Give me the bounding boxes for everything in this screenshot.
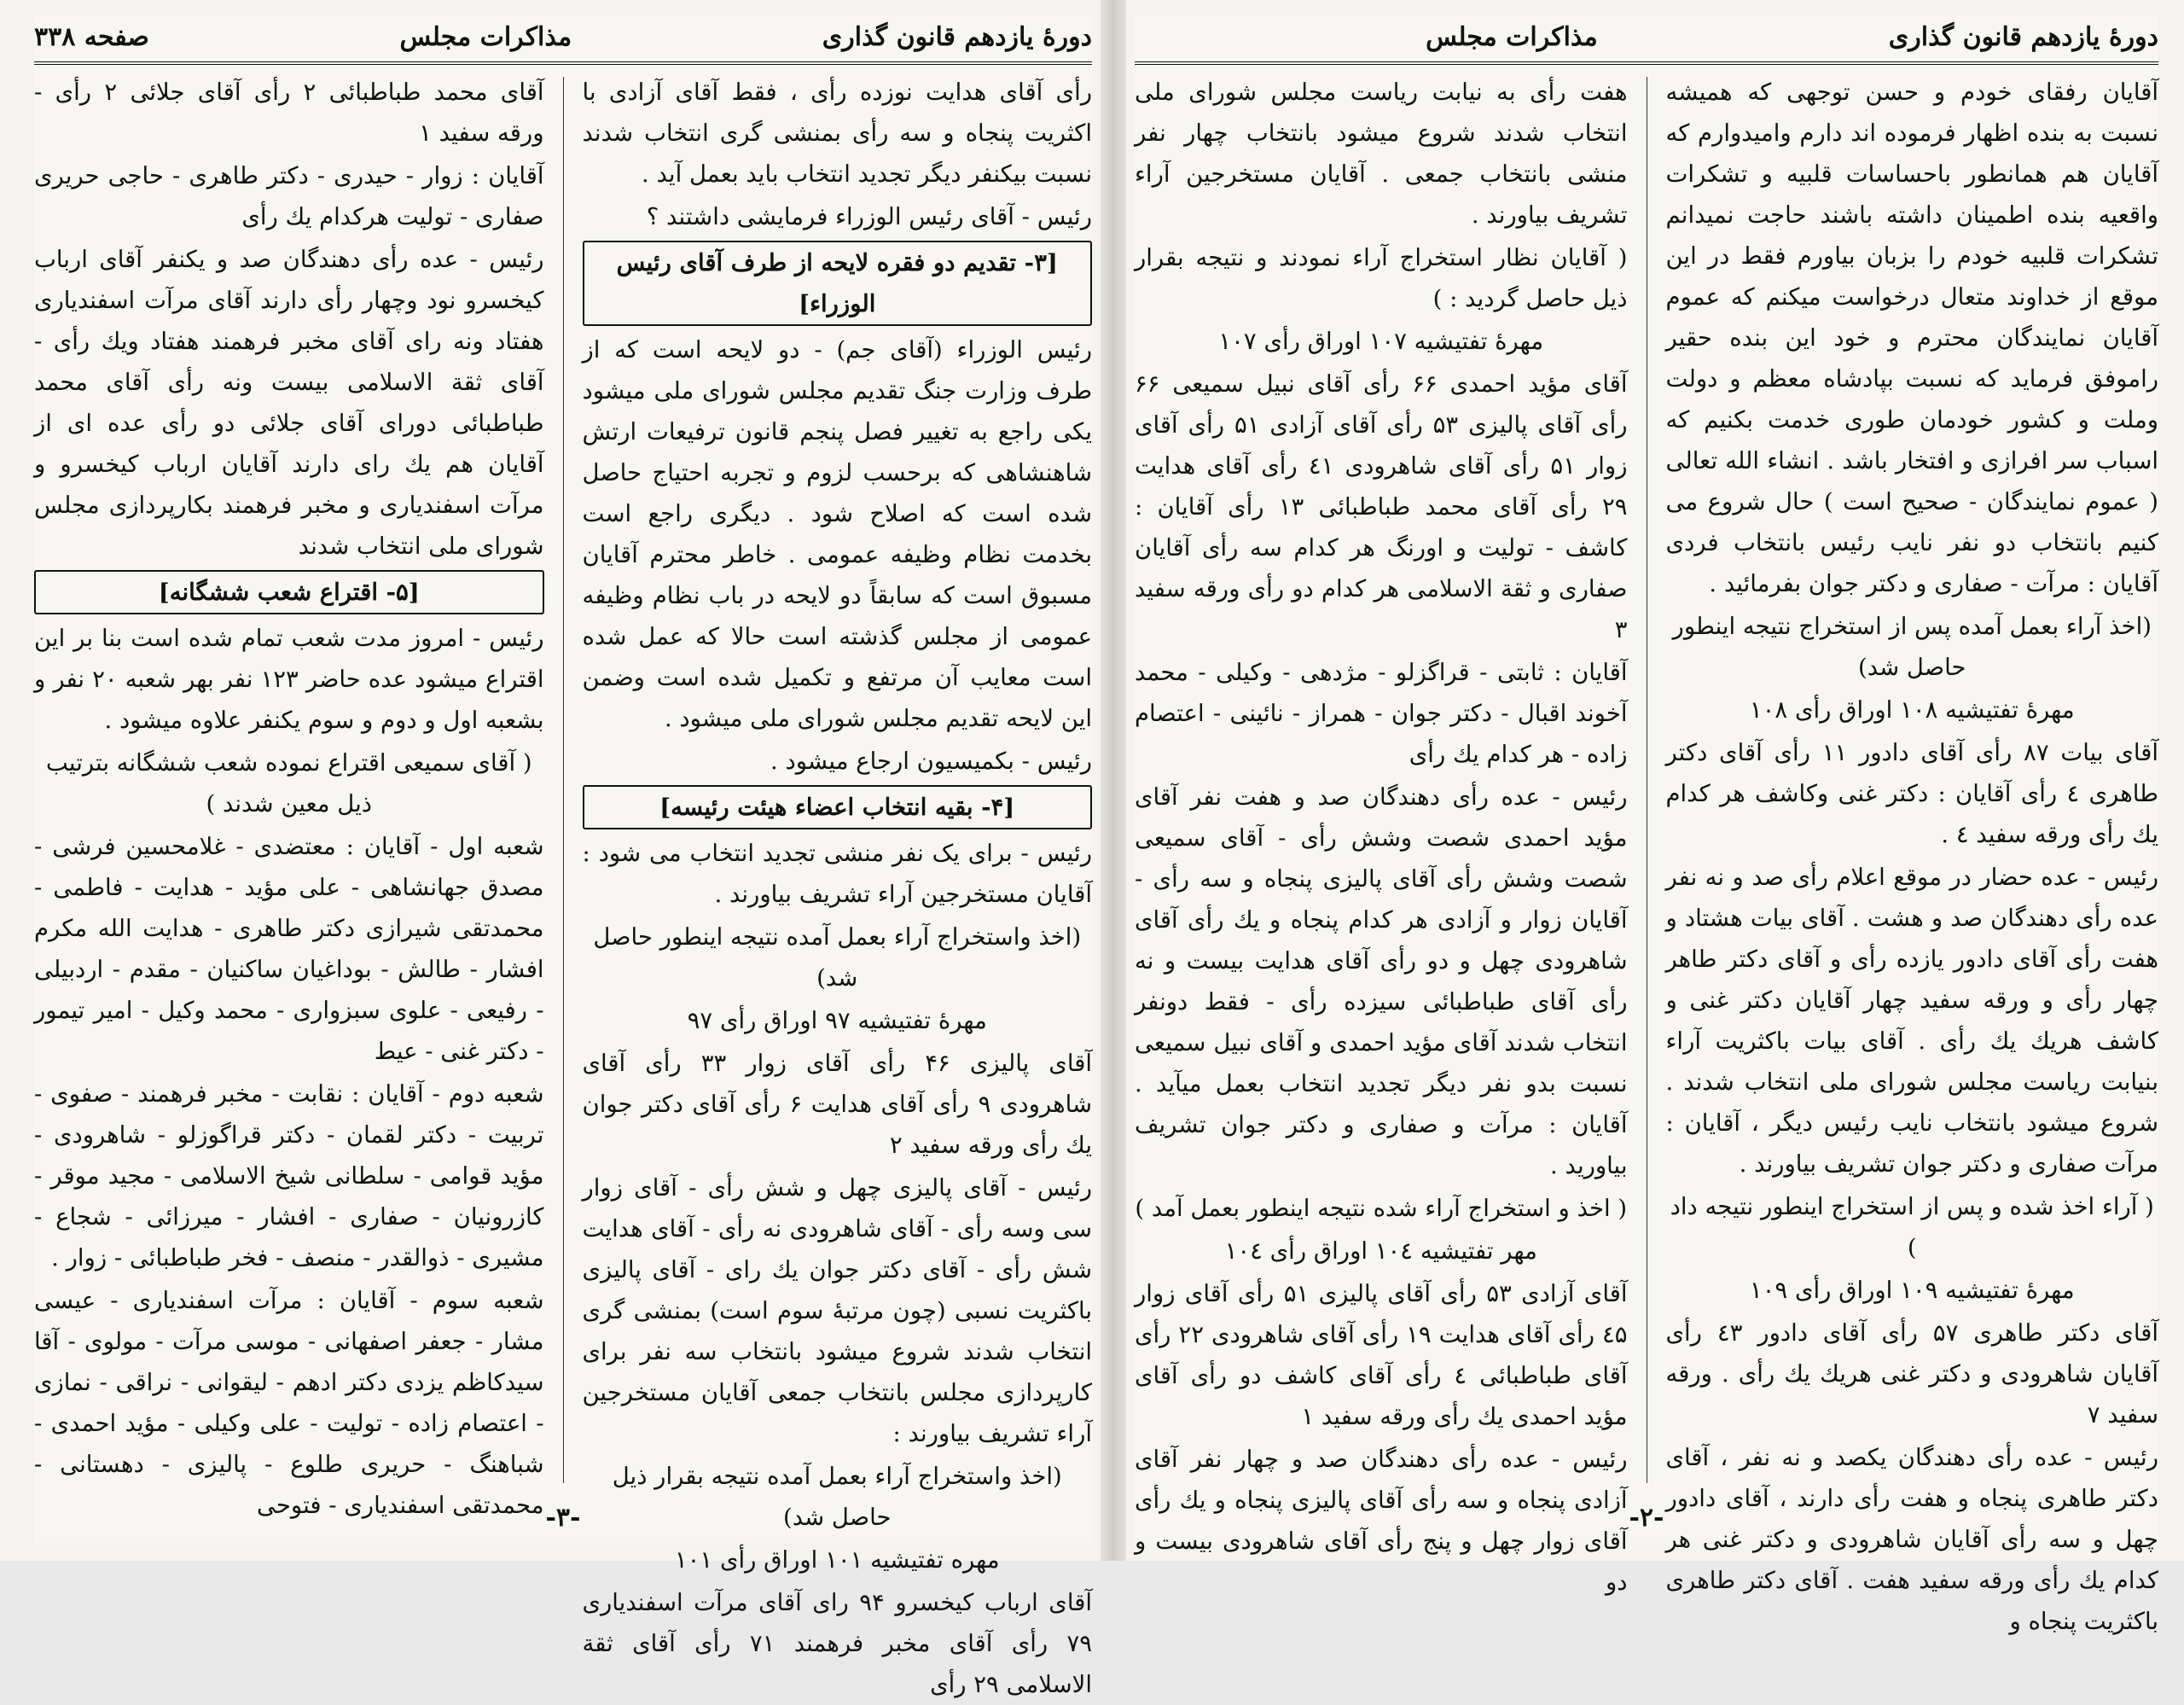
paragraph: آقایان : زوار - حیدری - دکتر طاهری - حاجی حریری صفاری - تولیت هرکدام یك رأی <box>34 162 544 230</box>
section-heading: [۴- بقیه انتخاب اعضاء هیئت رئیسه] <box>583 785 1093 829</box>
column-divider <box>563 77 564 1483</box>
left-page-columns <box>34 72 1093 1698</box>
paragraph: ( آقایان نظار استخراج آراء نمودند و نتیجه بقرار ذیل حاصل گردید : ) <box>1135 244 1628 312</box>
right-page <box>1135 15 2158 1635</box>
left-page-header-center: مذاکرات مجلس <box>399 21 572 52</box>
right-page-header-center: مذاکرات مجلس <box>1426 21 1598 52</box>
right-page-right-column <box>1665 72 2159 1635</box>
paragraph: رئیس - برای یک نفر منشی تجدید انتخاب می شود : آقایان مستخرجین آراء تشریف بیاورند . <box>582 840 1092 908</box>
paragraph: آقایان رفقای خودم و حسن توجهی که همیشه نسبت به بنده اظهار فرموده اند دارم وامیدوارم که آقایان هم همانطور باحساسات قلبیه و تشکرات واقعیه بنده اطمینان داشته باشند حاجت نمیدانم تشکرات قلبیه خودم را بزبان بیاورم فقط در این موقع از خداوند متعال درخواست میکنم که عموم آقایان نمایندگان محترم و خود این بنده حقیر راموفق فرماید که نسبت بپادشاه معظم و دولت وملت و کشور خودمان طوری خدمت بکنیم که اسباب سر افرازی و افتخار باشد . انشاء الله تعالی ( عموم نمایندگان - صحیح است ) حال شروع می کنیم بانتخاب دو نفر نایب رئیس بانتخاب فردی آقایان : مرآت - صفاری و دکتر جوان بفرمائید . <box>1665 79 2158 597</box>
paragraph: رئیس - آقای پالیزی چهل و شش رأی - آقای زوار سی وسه رأی - آقای شاهرودی نه رأی - آقای هدایت شش رأی - آقای دکتر جوان یك رای - آقای پالیزی باکثریت نسبی (چون مرتبهٔ سوم است) بمنشی گری انتخاب شدند شروع میشود بانتخاب سه نفر برای کارپردازی مجلس بانتخاب جمعی آقایان مستخرجین آراء تشریف بیاورند : <box>582 1174 1092 1447</box>
paragraph: رئیس - آقای رئیس الوزراء فرمایشی داشتند ؟ <box>646 203 1092 230</box>
paragraph: رئیس - بکمیسیون ارجاع میشود . <box>770 748 1092 775</box>
left-page-number: صفحه ۳۳۸ <box>34 21 149 52</box>
section-heading: [۳- تقدیم دو فقره لایحه از طرف آقای رئیس الوزراء] <box>583 241 1093 326</box>
paragraph: رئیس - امروز مدت شعب تمام شده است بنا بر این اقتراع میشود عده حاضر ۱۲۳ نفر بهر شعبه ۲۰ نفر و بشعبه اول و دوم و سوم یکنفر علاوه میشود . <box>34 625 544 734</box>
paragraph: شعبه سوم - آقایان : مرآت اسفندیاری - عیسی مشار - جعفر اصفهانی - موسی مرآت - مولوی - آقا سیدکاظم یزدی دکتر ادهم - لیقوانی - نراقی - نمازی - اعتصام زاده - تولیت - علی وکیلی - مؤید احمدی - شباهنگ - حریری طلوع - پالیزی - دهستانی - محمدتقی اسفندیاری - فتوحی <box>34 1287 544 1519</box>
paragraph: ( آراء اخذ شده و پس از استخراج اینطور نتیجه داد ) <box>1670 1193 2154 1261</box>
paragraph: آقای ارباب کیخسرو ۹۴ رای آقای مرآت اسفندیاری ۷۹ رأی آقای مخبر فرهمند ۷۱ رأی آقای ثقة الاسلامی ۲۹ رأی <box>582 1589 1093 1698</box>
vote-tally: مهرهٔ تفتیشیه ۱۰۹ اوراق رأی ۱۰۹ <box>1749 1277 2075 1304</box>
paragraph: رئیس الوزراء (آقای جم) - دو لایحه است که از طرف وزارت جنگ تقدیم مجلس شورای ملی میشود یکی راجع به تغییر فصل پنجم قانون ترفیعات ارتش شاهنشاهی که برحسب لزوم و تجربه احتیاج حاصل شده است که اصلاح شود . دیگری راجع است بخدمت نظام وظیفه عمومی . خاطر محترم آقایان مسبوق است که سابقاً دو لایحه در باب نظام وظیفه عمومی از مجلس گذشته است حالا که عمل شده است معایب آن مرتفع و تکمیل شده است وضمن این لایحه تقدیم مجلس شورای ملی میشود . <box>582 336 1092 732</box>
header-rule <box>34 61 1092 65</box>
paragraph: آقای مؤید احمدی ۶۶ رأی آقای نبیل سمیعی ۶۶ رأی آقای پالیزی ۵۳ رأی آقای آزادی ۵۱ رأی آقای زوار ۵۱ رأی آقای شاهرودی ٤۱ رأی آقای هدایت ۲۹ رأی آقای محمد طباطبائی ۱۳ رأی آقایان : کاشف - تولیت و اورنگ هر کدام سه رأی آقایان صفاری و ثقة الاسلامی هر کدام دو رأی ورقه سفید ۳ <box>1135 370 1628 643</box>
right-page-columns <box>1135 72 2158 1635</box>
left-page-left-column <box>34 72 544 1519</box>
paragraph: رئیس - عده رأی دهندگان صد و هفت نفر آقای مؤید احمدی شصت وشش رأی - آقای سمیعی شصت وشش رأی آقای پالیزی پنجاه و سه رأی - آقایان زوار و آزادی هر کدام پنجاه و یك رأی آقای شاهرودی چهل و دو رأی آقای هدایت بیست و نه رأی آقای طباطبائی سیزده رأی - فقط دونفر انتخاب شدند آقای مؤید احمدی و آقای نبیل سمیعی نسبت بدو نفر دیگر تجدید انتخاب بعمل میآید . آقایان : مرآت و صفاری و دکتر جوان تشریف بیاورید . <box>1135 783 1628 1179</box>
paragraph: (اخذ واستخراج آراء بعمل آمده نتیجه بقرار ذیل حاصل شد) <box>612 1463 1062 1531</box>
right-page-header-right: دورهٔ یازدهم قانون گذاری <box>1888 21 2158 52</box>
paragraph: آقایان : ثابتی - قراگزلو - مژدهی - وکیلی - محمد آخوند اقبال - دکتر جوان - همراز - نائینی - اعتصام زاده - هر کدام یك رأی <box>1135 659 1628 768</box>
right-page-header <box>1135 15 2158 58</box>
paragraph: آقای محمد طباطبائی ۲ رأی آقای جلائی ۲ رأی - ورقه سفید ۱ <box>34 79 544 147</box>
paragraph: رئیس - عده رأی دهندگان یکصد و نه نفر ، آقای دکتر طاهری پنجاه و هفت رأی دارند ، آقای دادور چهل و سه رأی آقایان شاهرودی و دکتر غنی هر کدام یك رأی ورقه سفید هفت . آقای دکتر طاهری باکثریت پنجاه و <box>1665 1444 2158 1635</box>
right-page-left-column <box>1135 72 1628 1596</box>
paragraph: آقای آزادی ۵۳ رأی آقای پالیزی ۵۱ رأی آقای زوار ٤۵ رأی آقای هدایت ۱۹ رأی آقای شاهرودی ۲۲ رأی آقای طباطبائی ٤ رأی آقای کاشف دو رأی آقای مؤید احمدی یك رأی ورقه سفید ۱ <box>1135 1280 1628 1430</box>
paragraph: رئیس - عده رأی دهندگان صد و چهار نفر آقای آزادی پنجاه و سه رأی آقای پالیزی پنجاه و یك رأی آقای زوار چهل و پنج رأی آقای شاهرودی بیست و دو <box>1135 1446 1628 1596</box>
paragraph: شعبه دوم - آقایان : نقابت - مخبر فرهمند - صفوی - تربیت - دکتر لقمان - دکتر قراگوزلو - شاهرودی - مؤید قوامی - سلطانی شیخ الاسلامی - مجید موقر - کازرونیان - صفاری - افشار - میرزائی - شجاع - مشیری - ذوالقدر - منصف - فخر طباطبائی - زوار . <box>34 1080 544 1271</box>
paragraph: (اخذ واستخراج آراء بعمل آمده نتیجه اینطور حاصل شد) <box>593 923 1082 992</box>
left-page-header <box>34 15 1092 58</box>
left-page-header-right: دورهٔ یازدهم قانون گذاری <box>822 21 1092 52</box>
paragraph: آقای پالیزی ۴۶ رأی آقای زوار ۳۳ رأی آقای شاهرودی ۹ رأی آقای هدایت ۶ رأی آقای دکتر جوان یك رأی ورقه سفید ۲ <box>582 1050 1092 1159</box>
paragraph: آقای بیات ۸۷ رأی آقای دادور ۱۱ رأی آقای دکتر طاهری ٤ رأی آقایان : دکتر غنی وکاشف هر کدام یك رأی ورقه سفید ٤ . <box>1665 739 2158 848</box>
header-rule <box>1135 61 2158 65</box>
vote-tally: مهرهٔ تفتیشیه ۱۰۷ اوراق رأی ۱۰۷ <box>1218 328 1544 355</box>
vote-tally: مهره تفتیشیه ۱۰۱ اوراق رأی ۱۰۱ <box>674 1546 1000 1574</box>
page-gutter <box>1101 0 1126 1561</box>
paragraph: آقای دکتر طاهری ۵۷ رأی آقای دادور ٤۳ رأی آقایان شاهرودی و دکتر غنی هریك یك رأی . ورقه سفید ۷ <box>1665 1319 2158 1429</box>
left-page <box>34 15 1093 1698</box>
left-page-right-column <box>582 72 1093 1698</box>
paragraph: ( اخذ و استخراج آراء شده نتیجه اینطور بعمل آمد ) <box>1135 1195 1628 1222</box>
paragraph: رئیس - عده حضار در موقع اعلام رأی صد و نه نفر عده رأی دهندگان صد و هشت . آقای بیات هشتاد و هفت رأی آقای دادور یازده رأی و آقای دکتر طاهر چهار رأی و ورقه سفید چهار آقایان دکتر غنی و کاشف هریك یك رأی . آقای بیات باکثریت آراء بنیابت ریاست مجلس شورای ملی انتخاب شدند . شروع میشود بانتخاب نایب رئیس دیگر ، آقایان : مرآت صفاری و دکتر جوان تشریف بیاورند . <box>1665 864 2158 1178</box>
paragraph: رأی آقای هدایت نوزده رأی ، فقط آقای آزادی با اکثریت پنجاه و سه رأی بمنشی گری انتخاب شدند نسبت بیکنفر دیگر تجدید انتخاب باید بعمل آید . <box>582 79 1092 188</box>
vote-tally: مهرهٔ تفتیشیه ۹۷ اوراق رأی ۹۷ <box>687 1007 987 1034</box>
paragraph: رئیس - عده رأی دهندگان صد و یکنفر آقای ارباب کیخسرو نود وچهار رأی دارند آقای مرآت اسفندیاری هفتاد ونه رای آقای مخبر فرهمند هفتاد ویك رأی - آقای ثقة الاسلامی بیست ونه رأی آقای محمد طباطبائی دورای آقای جلائی دو رأی عده ای از آقایان هم یك رای دارند آقایان ارباب کیخسرو و مرآت اسفندیاری و مخبر فرهمند بکارپردازی مجلس شورای ملی انتخاب شدند <box>34 246 544 560</box>
section-heading: [۵- اقتراع شعب ششگانه] <box>34 570 544 614</box>
paragraph: شعبه اول - آقایان : معتضدی - غلامحسین فرشی - مصدق جهانشاهی - علی مؤید - هدایت - فاطمی - محمدتقی شیرازی دکتر طاهری - هدایت الله مکرم افشار - طالش - بوداغیان ساکنیان - مقدم - اردبیلی - رفیعی - علوی سبزواری - محمد وکیل - امیر تیمور - دکتر غنی - عیط <box>34 833 544 1065</box>
vote-tally: مهرهٔ تفتیشیه ۱۰۸ اوراق رأی ۱۰۸ <box>1749 696 2075 724</box>
left-page-footer: -۳- <box>545 1503 581 1533</box>
right-page-footer: -۲- <box>1629 1503 1664 1533</box>
paragraph: (اخذ آراء بعمل آمده پس از استخراج نتیجه اینطور حاصل شد) <box>1672 613 2152 681</box>
paragraph: ( آقای سمیعی اقتراع نموده شعب ششگانه بترتیب ذیل معین شدند ) <box>45 749 532 818</box>
paragraph: هفت رأی به نیابت ریاست مجلس شورای ملی انتخاب شدند شروع میشود بانتخاب چهار نفر منشی بانتخاب جمعی . آقایان مستخرجین آراء تشریف بیاورند . <box>1135 79 1628 229</box>
vote-tally: مهر تفتیشیه ۱۰٤ اوراق رأی ۱۰٤ <box>1224 1237 1537 1265</box>
